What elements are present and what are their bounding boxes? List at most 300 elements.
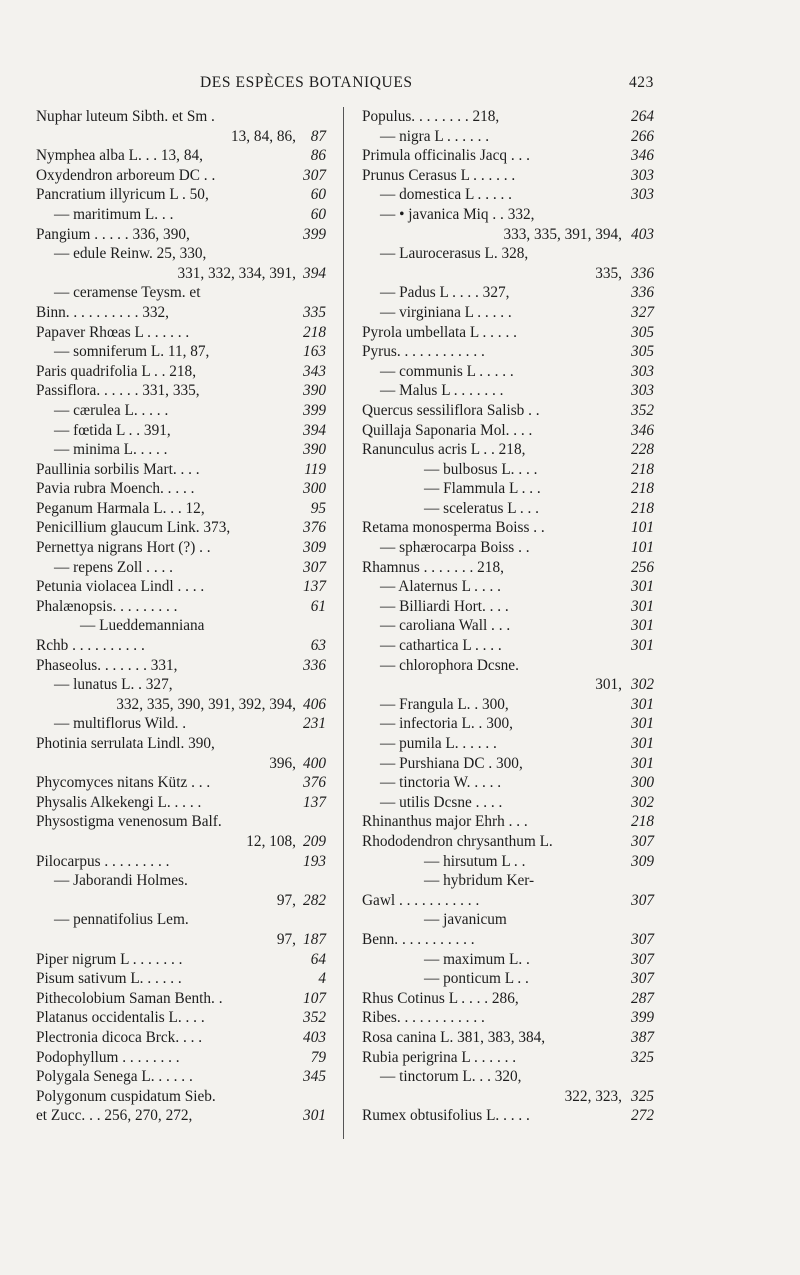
- index-entry: [362, 244, 654, 264]
- entry-page-ref: 60: [310, 186, 326, 204]
- index-entry: [36, 636, 330, 656]
- index-column-right: [362, 107, 654, 1126]
- index-column-left: [36, 107, 330, 1126]
- entry-text: Benn. . . . . . . . . . .: [362, 930, 475, 948]
- running-header: [0, 74, 800, 96]
- entry-page-ref: 256: [631, 558, 654, 576]
- entry-text: — hybridum Ker-: [424, 872, 535, 890]
- entry-text: — chlorophora Dcsne.: [380, 656, 519, 674]
- entry-text: Passiflora. . . . . . 331, 335,: [36, 382, 200, 400]
- entry-page-ref: 400: [303, 754, 326, 772]
- index-entry: [362, 185, 654, 205]
- index-entry: [36, 950, 330, 970]
- entry-text: Ribes. . . . . . . . . . . .: [362, 1009, 485, 1027]
- entry-page-ref: 343: [303, 362, 326, 380]
- entry-page-ref: 301: [631, 617, 654, 635]
- entry-page-ref: 301: [631, 695, 654, 713]
- entry-text: — Jaborandi Holmes.: [54, 872, 188, 890]
- index-entry: [362, 773, 654, 793]
- entry-text: — Frangula L. . 300,: [380, 695, 509, 713]
- entry-text: — hirsutum L . .: [424, 852, 526, 870]
- entry-text: — infectoria L. . 300,: [380, 715, 513, 733]
- entry-text: Nymphea alba L. . . 13, 84,: [36, 147, 203, 165]
- entry-text: — minima L. . . . .: [54, 441, 168, 459]
- entry-page-ref: 376: [303, 774, 326, 792]
- index-entry: [362, 675, 654, 695]
- index-entry: [36, 714, 330, 734]
- index-entry: [36, 421, 330, 441]
- entry-text: Penicillium glaucum Link. 373,: [36, 519, 231, 537]
- entry-text: — ponticum L . .: [424, 970, 529, 988]
- entry-page-ref: 399: [631, 1009, 654, 1027]
- running-title: DES ESPÈCES BOTANIQUES: [200, 74, 413, 91]
- index-entry: [36, 675, 330, 695]
- entry-text: — Lueddemanniana: [80, 617, 205, 635]
- index-entry: [36, 754, 330, 774]
- entry-text: Pernettya nigrans Hort (?) . .: [36, 539, 211, 557]
- entry-text: Phalænopsis. . . . . . . . .: [36, 597, 178, 615]
- index-entry: [36, 146, 330, 166]
- entry-page-ref: 163: [303, 343, 326, 361]
- entry-page-ref: 303: [631, 382, 654, 400]
- entry-page-ref: 301: [631, 754, 654, 772]
- entry-page-ref: 137: [303, 578, 326, 596]
- index-entry: [362, 1008, 654, 1028]
- entry-text: Rumex obtusifolius L. . . . .: [362, 1107, 530, 1125]
- index-entry: [36, 910, 330, 930]
- entry-page-ref: 327: [631, 303, 654, 321]
- entry-page-ref: 302: [631, 793, 654, 811]
- index-entry: [36, 342, 330, 362]
- entry-page-ref: 307: [631, 950, 654, 968]
- entry-page-ref: 307: [303, 166, 326, 184]
- entry-text: Pavia rubra Moench. . . . .: [36, 480, 195, 498]
- entry-text: — sceleratus L . . .: [424, 499, 539, 517]
- entry-page-ref: 403: [631, 225, 654, 243]
- index-entry: [362, 127, 654, 147]
- entry-page-ref: 335: [303, 303, 326, 321]
- entry-text: Prunus Cerasus L . . . . . .: [362, 166, 516, 184]
- index-entry: [362, 264, 654, 284]
- index-entry: [36, 832, 330, 852]
- entry-page-ref: 228: [631, 441, 654, 459]
- entry-text: — cærulea L. . . . .: [54, 401, 169, 419]
- entry-page-ref: 303: [631, 166, 654, 184]
- entry-text: Polygonum cuspidatum Sieb.: [36, 1087, 216, 1105]
- entry-page-ref: 301: [631, 597, 654, 615]
- index-entry: [36, 185, 330, 205]
- index-entry: [362, 146, 654, 166]
- index-entry: [362, 303, 654, 323]
- entry-text: Phaseolus. . . . . . . 331,: [36, 656, 178, 674]
- index-entry: [362, 734, 654, 754]
- index-entry: [362, 107, 654, 127]
- entry-page-ref: 282: [303, 891, 326, 909]
- index-entry: [36, 479, 330, 499]
- index-entry: [36, 166, 330, 186]
- entry-page-ref: 399: [303, 225, 326, 243]
- entry-text: — communis L . . . . .: [380, 362, 514, 380]
- index-entry: [36, 460, 330, 480]
- index-entry: [362, 714, 654, 734]
- index-entry: [362, 577, 654, 597]
- entry-page-ref: 60: [310, 205, 326, 223]
- entry-page-ref: 137: [303, 793, 326, 811]
- entry-text: — cathartica L . . . .: [380, 637, 502, 655]
- entry-text: — Flammula L . . .: [424, 480, 541, 498]
- index-entry: [362, 460, 654, 480]
- entry-page-ref: 403: [303, 1028, 326, 1046]
- index-entry: [36, 1048, 330, 1068]
- entry-text: — ceramense Teysm. et: [54, 284, 201, 302]
- entry-page-ref: 301: [303, 1107, 326, 1125]
- entry-page-ref: 264: [631, 108, 654, 125]
- entry-text: — domestica L . . . . .: [380, 186, 512, 204]
- entry-page-ref: 187: [303, 930, 326, 948]
- index-entry: [36, 538, 330, 558]
- entry-page-ref: 307: [631, 970, 654, 988]
- index-entry: [36, 362, 330, 382]
- index-entry: [362, 656, 654, 676]
- entry-page-ref: 218: [303, 323, 326, 341]
- page-number: 423: [628, 74, 654, 91]
- index-entry: [36, 891, 330, 911]
- index-entry: [36, 499, 330, 519]
- entry-text: Rubia perigrina L . . . . . .: [362, 1048, 517, 1066]
- index-entry: [36, 283, 330, 303]
- entry-text: — Padus L . . . . 327,: [380, 284, 510, 302]
- entry-page-ref: 101: [631, 519, 654, 537]
- entry-page-ref: 266: [631, 127, 654, 145]
- entry-text: — edule Reinw. 25, 330,: [54, 245, 207, 263]
- index-entry: [362, 283, 654, 303]
- entry-page-ref: 305: [631, 323, 654, 341]
- index-entry: [36, 969, 330, 989]
- index-entry: [36, 852, 330, 872]
- index-entry: [362, 342, 654, 362]
- entry-text: et Zucc. . . 256, 270, 272,: [36, 1107, 193, 1125]
- entry-page-ref: 63: [310, 637, 326, 655]
- entry-text: Polygala Senega L. . . . . .: [36, 1068, 193, 1086]
- entry-text: Rhus Cotinus L . . . . 286,: [362, 989, 519, 1007]
- index-entry: [36, 381, 330, 401]
- index-entry: [36, 812, 330, 832]
- entry-text: Petunia violacea Lindl . . . .: [36, 578, 205, 596]
- entry-text: — pennatifolius Lem.: [54, 911, 189, 929]
- entry-page-ref: 390: [303, 441, 326, 459]
- entry-page-ref: 336: [303, 656, 326, 674]
- entry-text: Quercus sessiliflora Salisb . .: [362, 401, 540, 419]
- index-entry: [36, 989, 330, 1009]
- entry-page-ref: 218: [631, 499, 654, 517]
- column-divider: [343, 107, 344, 1139]
- entry-page-ref: 406: [303, 695, 326, 713]
- entry-page-ref: 79: [310, 1048, 326, 1066]
- index-entry: [36, 1087, 330, 1107]
- entry-text: — Alaternus L . . . .: [380, 578, 501, 596]
- entry-page-ref: 300: [631, 774, 654, 792]
- entry-page-ref: 307: [303, 558, 326, 576]
- entry-text: — tinctoria W. . . . .: [380, 774, 502, 792]
- index-entry: [362, 616, 654, 636]
- index-entry: [36, 930, 330, 950]
- entry-page-ref: 345: [303, 1068, 326, 1086]
- entry-page-ref: 218: [631, 460, 654, 478]
- index-entry: [36, 773, 330, 793]
- entry-text: — • javanica Miq . . 332,: [380, 205, 535, 223]
- index-entry: [362, 440, 654, 460]
- index-entry: [362, 832, 654, 852]
- entry-page-ref: 61: [310, 597, 326, 615]
- entry-text: Retama monosperma Boiss . .: [362, 519, 545, 537]
- index-entry: [362, 499, 654, 519]
- index-entry: [36, 205, 330, 225]
- index-entry: [36, 558, 330, 578]
- entry-text: Piper nigrum L . . . . . . .: [36, 950, 183, 968]
- entry-text: 331, 332, 334, 391,: [177, 264, 296, 282]
- entry-text: 97,: [276, 930, 296, 948]
- entry-page-ref: 307: [631, 930, 654, 948]
- entry-page-ref: 107: [303, 989, 326, 1007]
- entry-text: — Laurocerasus L. 328,: [380, 245, 529, 263]
- index-entry: [36, 1008, 330, 1028]
- entry-text: — multiflorus Wild. .: [54, 715, 187, 733]
- index-entry: [36, 303, 330, 323]
- index-entry: [36, 225, 330, 245]
- entry-text: Pithecolobium Saman Benth. .: [36, 989, 223, 1007]
- entry-page-ref: 300: [303, 480, 326, 498]
- entry-page-ref: 301: [631, 637, 654, 655]
- index-entry: [362, 323, 654, 343]
- index-entry: [362, 421, 654, 441]
- entry-text: — tinctorum L. . . 320,: [380, 1068, 522, 1086]
- entry-page-ref: 346: [631, 147, 654, 165]
- entry-text: — repens Zoll . . . .: [54, 558, 173, 576]
- entry-text: Rchb . . . . . . . . . .: [36, 637, 145, 655]
- entry-page-ref: 336: [631, 284, 654, 302]
- index-entry: [362, 1028, 654, 1048]
- entry-text: — pumila L. . . . . .: [380, 735, 497, 752]
- entry-text: Paris quadrifolia L . . 218,: [36, 362, 197, 380]
- index-entry: [36, 656, 330, 676]
- entry-text: 13, 84, 86,: [230, 127, 296, 145]
- entry-page-ref: 301: [631, 735, 654, 752]
- index-entry: [362, 754, 654, 774]
- entry-page-ref: 307: [631, 832, 654, 850]
- index-entry: [36, 616, 330, 636]
- entry-text: — caroliana Wall . . .: [380, 617, 511, 635]
- entry-text: — Purshiana DC . 300,: [380, 754, 523, 772]
- entry-page-ref: 272: [631, 1107, 654, 1125]
- entry-page-ref: 87: [310, 127, 326, 145]
- index-entry: [362, 518, 654, 538]
- entry-text: Pyrus. . . . . . . . . . . .: [362, 343, 485, 361]
- index-entry: [362, 1067, 654, 1087]
- entry-page-ref: 325: [631, 1048, 654, 1066]
- entry-page-ref: 303: [631, 362, 654, 380]
- entry-text: Nuphar luteum Sibth. et Sm .: [36, 108, 215, 125]
- entry-page-ref: 309: [631, 852, 654, 870]
- index-entry: [362, 1106, 654, 1126]
- index-entry: [36, 1028, 330, 1048]
- entry-page-ref: 86: [310, 147, 326, 165]
- entry-text: 332, 335, 390, 391, 392, 394,: [116, 695, 296, 713]
- entry-text: — lunatus L. . 327,: [54, 676, 173, 694]
- entry-text: Populus. . . . . . . . 218,: [362, 108, 500, 125]
- index-entry: [36, 1067, 330, 1087]
- entry-page-ref: 4: [318, 970, 326, 988]
- index-entry: [36, 244, 330, 264]
- entry-page-ref: 218: [631, 480, 654, 498]
- entry-text: — bulbosus L. . . .: [424, 460, 538, 478]
- index-entry: [362, 479, 654, 499]
- index-entry: [362, 597, 654, 617]
- index-entry: [362, 362, 654, 382]
- entry-page-ref: 95: [310, 499, 326, 517]
- index-entry: [362, 636, 654, 656]
- index-entry: [362, 558, 654, 578]
- index-entry: [36, 518, 330, 538]
- entry-text: 396,: [269, 754, 296, 772]
- index-entry: [36, 1106, 330, 1126]
- entry-text: Rhamnus . . . . . . . 218,: [362, 558, 504, 576]
- entry-text: Plectronia dicoca Brck. . . .: [36, 1028, 203, 1046]
- index-entry: [36, 127, 330, 147]
- index-entry: [362, 989, 654, 1009]
- entry-text: 97,: [276, 891, 296, 909]
- entry-text: Platanus occidentalis L. . . .: [36, 1009, 205, 1027]
- entry-text: Phycomyces nitans Kütz . . .: [36, 774, 211, 792]
- entry-page-ref: 231: [303, 715, 326, 733]
- entry-page-ref: 336: [631, 264, 654, 282]
- entry-text: — utilis Dcsne . . . .: [380, 793, 503, 811]
- index-entry: [36, 323, 330, 343]
- entry-text: Photinia serrulata Lindl. 390,: [36, 735, 215, 752]
- entry-text: Peganum Harmala L. . . 12,: [36, 499, 205, 517]
- entry-page-ref: 301: [631, 578, 654, 596]
- index-entry: [36, 793, 330, 813]
- entry-text: — sphærocarpa Boiss . .: [380, 539, 530, 557]
- index-entry: [362, 1048, 654, 1068]
- entry-page-ref: 346: [631, 421, 654, 439]
- entry-text: 301,: [595, 676, 622, 694]
- entry-text: Rhododendron chrysanthum L.: [362, 832, 553, 850]
- entry-text: Physostigma venenosum Balf.: [36, 813, 222, 831]
- entry-page-ref: 390: [303, 382, 326, 400]
- entry-page-ref: 302: [631, 676, 654, 694]
- entry-page-ref: 352: [631, 401, 654, 419]
- entry-page-ref: 209: [303, 832, 326, 850]
- index-entry: [362, 930, 654, 950]
- index-entry: [362, 205, 654, 225]
- index-entry: [362, 950, 654, 970]
- entry-page-ref: 119: [304, 460, 326, 478]
- entry-text: — nigra L . . . . . .: [380, 127, 490, 145]
- index-entry: [362, 852, 654, 872]
- index-entry: [362, 225, 654, 245]
- index-entry: [362, 910, 654, 930]
- entry-text: Gawl . . . . . . . . . . .: [362, 891, 480, 909]
- index-entry: [362, 695, 654, 715]
- entry-page-ref: 193: [303, 852, 326, 870]
- entry-page-ref: 394: [303, 421, 326, 439]
- index-entry: [36, 577, 330, 597]
- index-entry: [362, 1087, 654, 1107]
- index-entry: [36, 107, 330, 127]
- index-entry: [36, 695, 330, 715]
- entry-text: 322, 323,: [564, 1087, 622, 1105]
- entry-text: Pyrola umbellata L . . . . .: [362, 323, 517, 341]
- entry-page-ref: 394: [303, 264, 326, 282]
- entry-text: Podophyllum . . . . . . . .: [36, 1048, 180, 1066]
- entry-text: — maritimum L. . .: [54, 205, 174, 223]
- entry-text: — fœtida L . . 391,: [54, 421, 171, 439]
- entry-text: — virginiana L . . . . .: [380, 303, 512, 321]
- index-entry: [362, 381, 654, 401]
- index-entry: [36, 734, 330, 754]
- entry-text: Ranunculus acris L . . 218,: [362, 441, 526, 459]
- index-entry: [362, 871, 654, 891]
- entry-page-ref: 303: [631, 186, 654, 204]
- index-entry: [362, 891, 654, 911]
- index-entry: [36, 264, 330, 284]
- entry-page-ref: 399: [303, 401, 326, 419]
- entry-text: 333, 335, 391, 394,: [503, 225, 622, 243]
- entry-text: — javanicum: [424, 911, 507, 929]
- entry-text: Pangium . . . . . 336, 390,: [36, 225, 190, 243]
- entry-text: Primula officinalis Jacq . . .: [362, 147, 530, 165]
- entry-text: — Malus L . . . . . . .: [380, 382, 504, 400]
- index-entry: [362, 538, 654, 558]
- entry-page-ref: 64: [310, 950, 326, 968]
- entry-page-ref: 287: [631, 989, 654, 1007]
- entry-text: Papaver Rhœas L . . . . . .: [36, 323, 190, 341]
- index-entry: [362, 166, 654, 186]
- entry-page-ref: 307: [631, 891, 654, 909]
- entry-text: — maximum L. .: [424, 950, 530, 968]
- entry-page-ref: 218: [631, 813, 654, 831]
- entry-text: Pilocarpus . . . . . . . . .: [36, 852, 170, 870]
- entry-text: Rosa canina L. 381, 383, 384,: [362, 1028, 546, 1046]
- entry-text: — somniferum L. 11, 87,: [54, 343, 210, 361]
- entry-text: Rhinanthus major Ehrh . . .: [362, 813, 528, 831]
- entry-text: 12, 108,: [246, 832, 296, 850]
- entry-text: Pancratium illyricum L . 50,: [36, 186, 209, 204]
- index-entry: [36, 401, 330, 421]
- entry-text: Paullinia sorbilis Mart. . . .: [36, 460, 200, 478]
- entry-page-ref: 352: [303, 1009, 326, 1027]
- entry-page-ref: 376: [303, 519, 326, 537]
- entry-page-ref: 325: [631, 1087, 654, 1105]
- entry-text: — Billiardi Hort. . . .: [380, 597, 509, 615]
- entry-page-ref: 101: [631, 539, 654, 557]
- index-entry: [362, 401, 654, 421]
- index-entry: [362, 793, 654, 813]
- index-entry: [36, 440, 330, 460]
- index-entry: [36, 597, 330, 617]
- entry-text: Quillaja Saponaria Mol. . . .: [362, 421, 533, 439]
- entry-text: Oxydendron arboreum DC . .: [36, 166, 216, 184]
- entry-text: Physalis Alkekengi L. . . . .: [36, 793, 202, 811]
- entry-page-ref: 301: [631, 715, 654, 733]
- index-entry: [362, 969, 654, 989]
- entry-text: Binn. . . . . . . . . . 332,: [36, 303, 170, 321]
- entry-page-ref: 387: [631, 1028, 654, 1046]
- entry-page-ref: 305: [631, 343, 654, 361]
- index-entry: [36, 871, 330, 891]
- entry-text: Pisum sativum L. . . . . .: [36, 970, 182, 988]
- entry-text: 335,: [595, 264, 622, 282]
